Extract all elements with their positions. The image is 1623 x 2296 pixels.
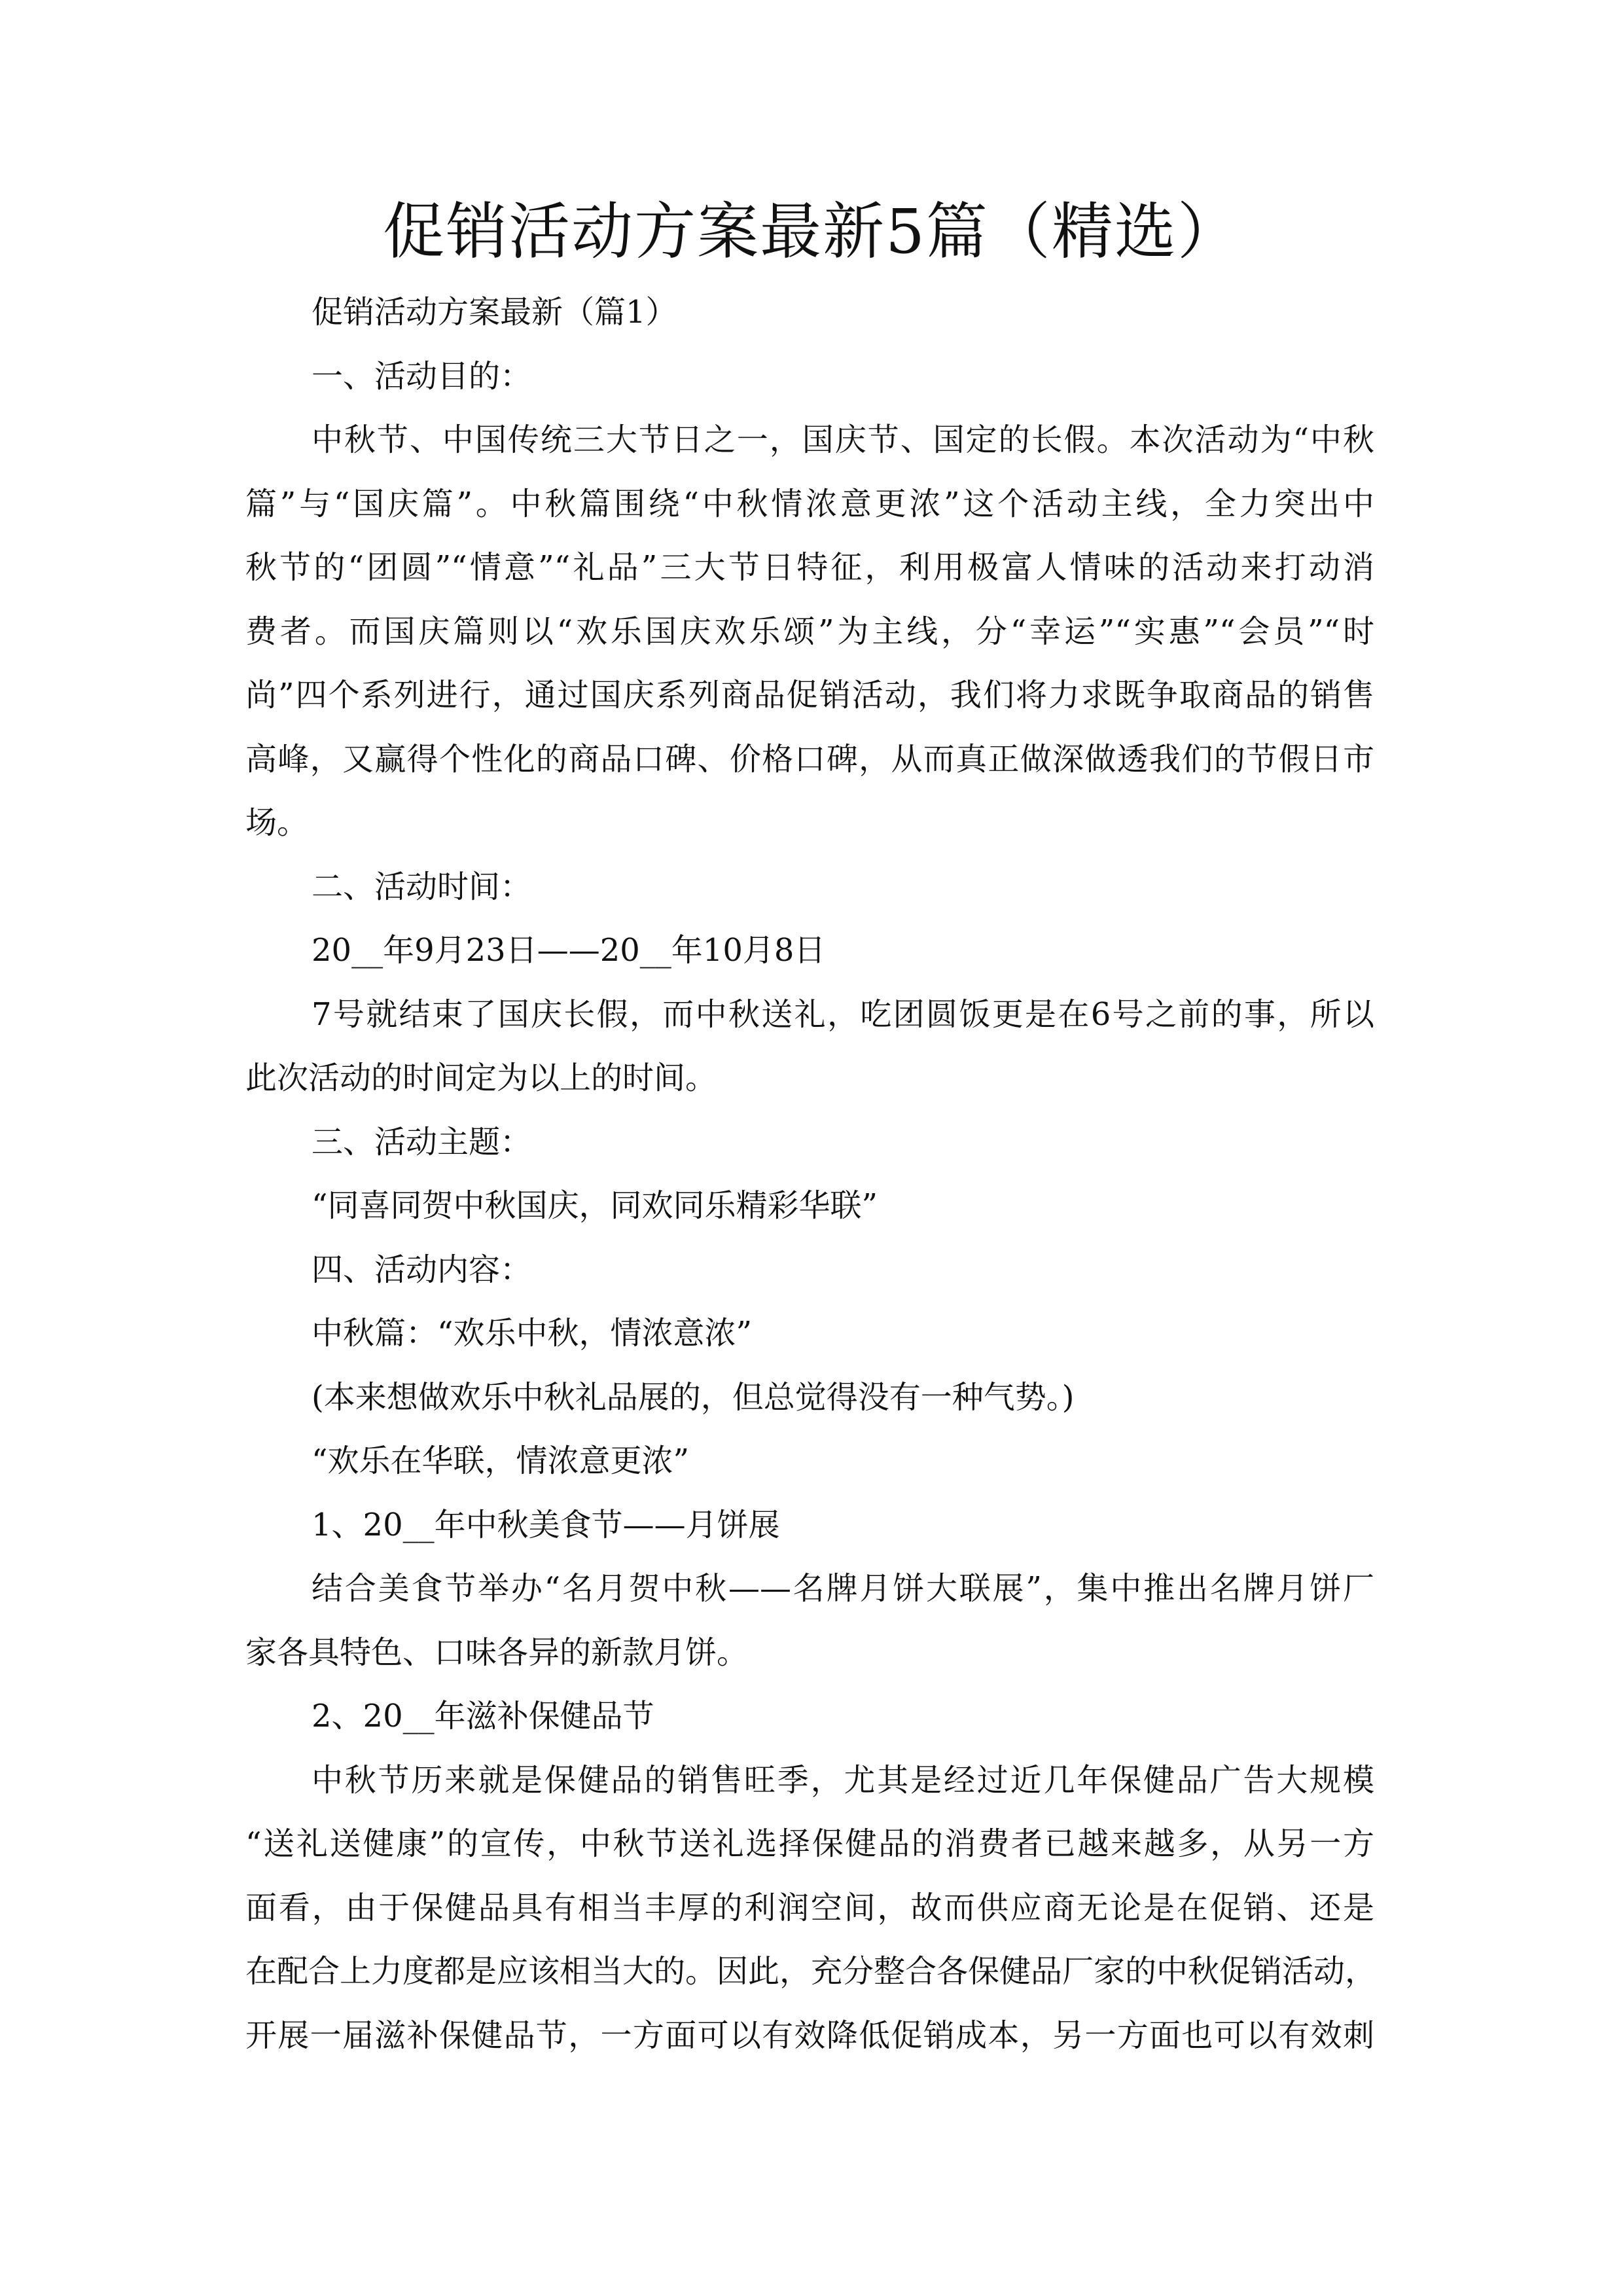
text-line: 费者。而国庆篇则以“欢乐国庆欢乐颂”为主线，分“幸运”“实惠”“会员”“时 <box>245 613 1374 650</box>
text-line: 四、活动内容： <box>312 1251 532 1288</box>
text-line: 面看，由于保健品具有相当丰厚的利润空间，故而供应商无论是在促销、还是 <box>245 1889 1374 1926</box>
text-line: 家各具特色、口味各异的新款月饼。 <box>245 1634 749 1671</box>
text-line: 中秋篇：“欢乐中秋，情浓意浓” <box>312 1315 753 1352</box>
text-line: 三、活动主题： <box>312 1123 532 1160</box>
text-line: 中秋节、中国传统三大节日之一，国庆节、国定的长假。本次活动为“中秋 <box>312 422 1374 458</box>
text-line: 一、活动目的： <box>312 357 532 395</box>
text-line: 开展一届滋补保健品节，一方面可以有效降低促销成本，另一方面也可以有效刺 <box>245 2017 1374 2054</box>
text-line: 高峰，又赢得个性化的商品口碑、价格口碑，从而真正做深做透我们的节假日市 <box>245 740 1374 778</box>
text-line: “送礼送健康”的宣传，中秋节送礼选择保健品的消费者已越来越多，从另一方 <box>245 1825 1374 1862</box>
text-line: 篇”与“国庆篇”。中秋篇围绕“中秋情浓意更浓”这个活动主线，全力突出中 <box>245 485 1374 522</box>
text-line: 7号就结束了国庆长假，而中秋送礼，吃团圆饭更是在6号之前的事，所以 <box>312 996 1374 1033</box>
text-line: 场。 <box>245 804 309 841</box>
text-line: 秋节的“团圆”“情意”“礼品”三大节日特征，利用极富人情味的活动来打动消 <box>245 549 1374 586</box>
text-line: 中秋节历来就是保健品的销售旺季，尤其是经过近几年保健品广告大规模 <box>312 1761 1374 1799</box>
text-line: 结合美食节举办“名月贺中秋——名牌月饼大联展”，集中推出名牌月饼厂 <box>312 1570 1374 1607</box>
text-line: 促销活动方案最新（篇1） <box>312 294 677 331</box>
text-line: 20__年9月23日——20__年10月8日 <box>312 932 826 969</box>
text-line: 在配合上力度都是应该相当大的。因此，充分整合各保健品厂家的中秋促销活动， <box>245 1953 1377 1990</box>
text-line: 1、20__年中秋美食节——月饼展 <box>312 1506 780 1543</box>
text-line: 二、活动时间： <box>312 868 532 905</box>
document-body <box>245 281 1377 2068</box>
text-line: 尚”四个系列进行，通过国庆系列商品促销活动，我们将力求既争取商品的销售 <box>245 677 1374 713</box>
text-line: (本来想做欢乐中秋礼品展的，但总觉得没有一种气势。) <box>312 1378 1075 1416</box>
document-title: 促销活动方案最新5篇（精选） <box>383 196 1240 268</box>
text-line: 2、20__年滋补保健品节 <box>312 1698 654 1734</box>
text-line: “欢乐在华联，情浓意更浓” <box>312 1443 690 1479</box>
text-line: 此次活动的时间定为以上的时间。 <box>245 1060 717 1096</box>
text-line: “同喜同贺中秋国庆，同欢同乐精彩华联” <box>312 1187 878 1224</box>
